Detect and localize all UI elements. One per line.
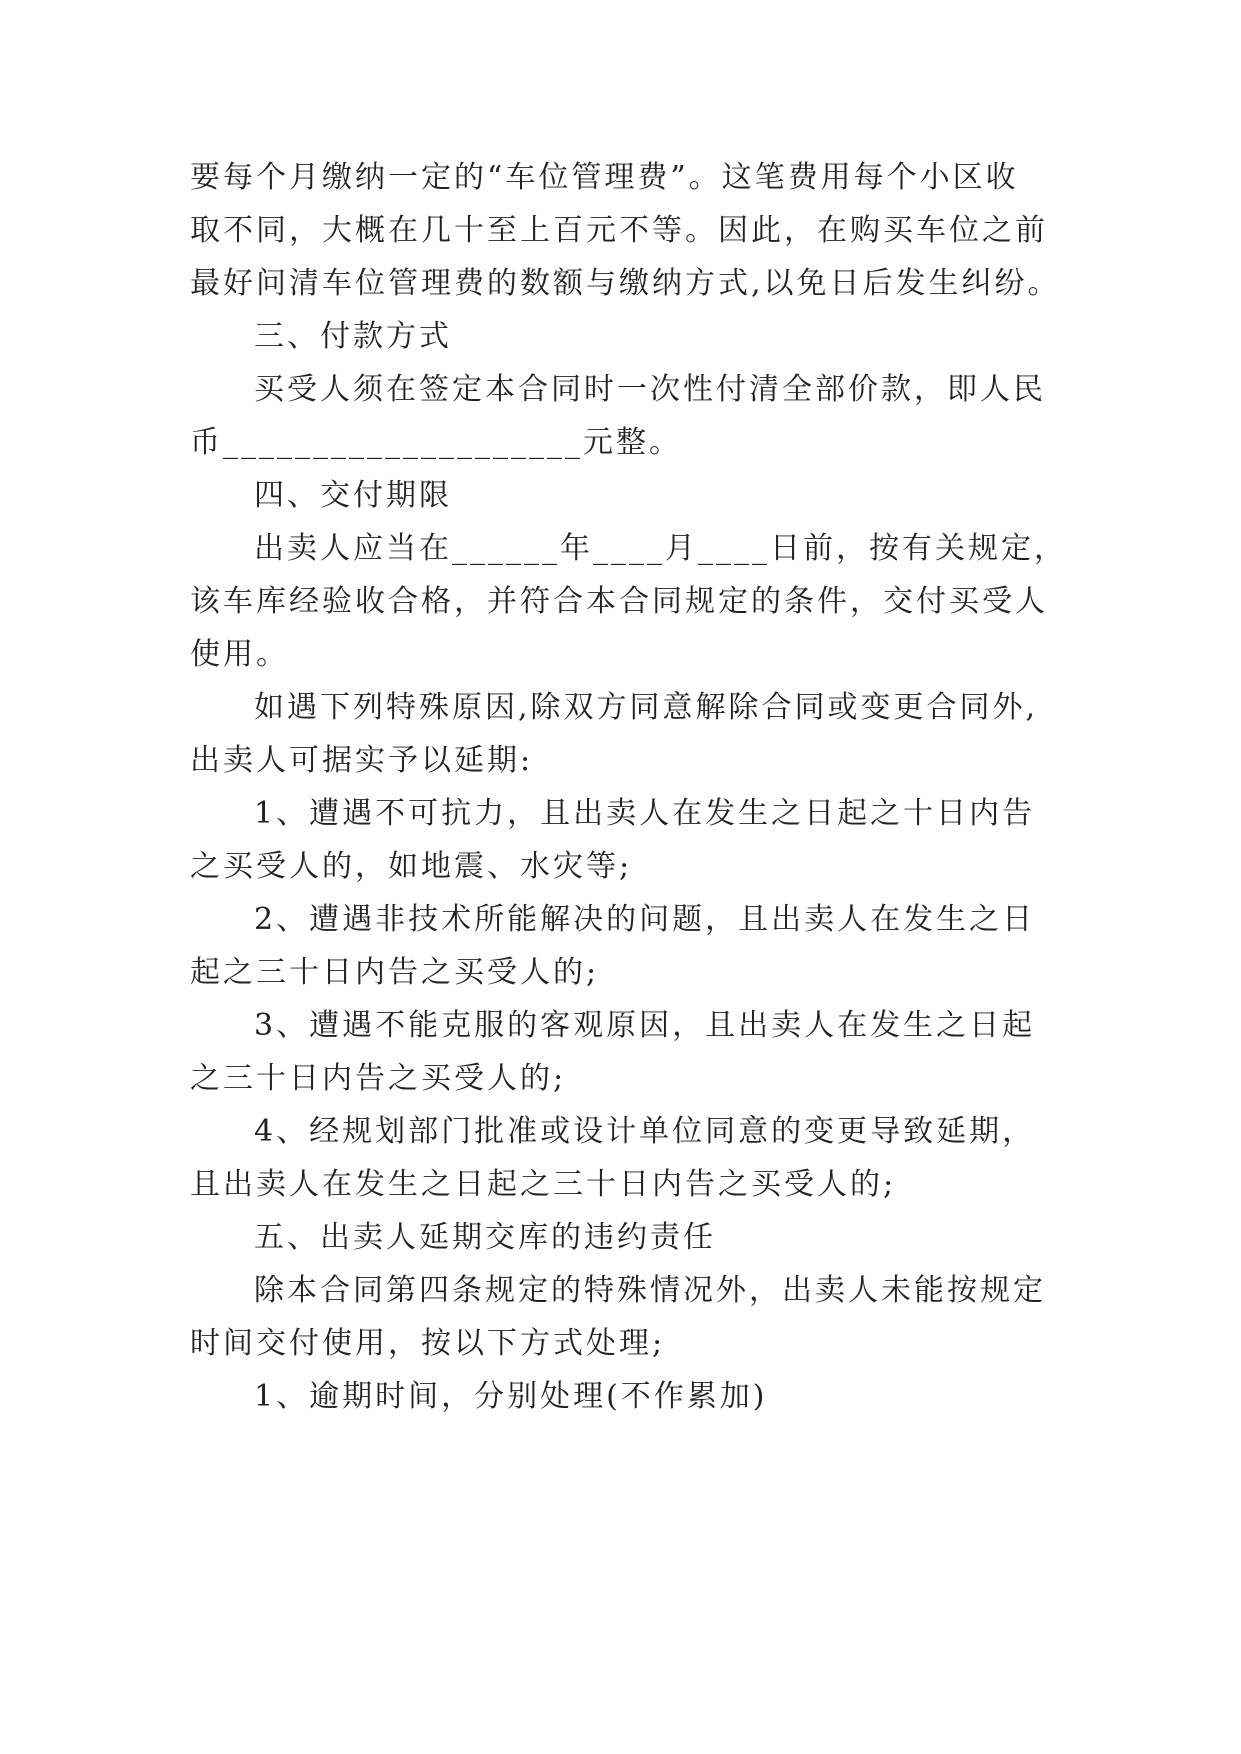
list-item-line: 2、遭遇非技术所能解决的问题，且出卖人在发生之日 [254,902,1036,937]
list-item-line: 1、逾期时间，分别处理(不作累加) [254,1379,768,1414]
paragraph-line: 买受人须在签定本合同时一次性付清全部价款，即人民 [254,372,1046,407]
section-heading-payment: 三、付款方式 [254,319,452,354]
paragraph-line: 时间交付使用，按以下方式处理; [190,1326,666,1361]
paragraph-line: 最好问清车位管理费的数额与缴纳方式,以免日后发生纠纷。 [190,266,1061,301]
paragraph-line: 出卖人可据实予以延期: [190,743,534,778]
list-item-line: 4、经规划部门批准或设计单位同意的变更导致延期， [254,1114,1036,1149]
paragraph-line: 要每个月缴纳一定的“车位管理费”。这笔费用每个小区收 [190,160,1019,195]
section-heading-liability: 五、出卖人延期交库的违约责任 [254,1220,716,1255]
list-item-line: 1、遭遇不可抗力，且出卖人在发生之日起之十日内告 [254,796,1036,831]
section-heading-delivery: 四、交付期限 [254,478,452,513]
list-item-line: 3、遭遇不能克服的客观原因，且出卖人在发生之日起 [254,1008,1036,1043]
paragraph-line: 出卖人应当在______年____月____日前，按有关规定， [254,531,1067,566]
paragraph-line: 币____________________元整。 [190,425,682,460]
list-item-line: 之三十日内告之买受人的; [190,1061,567,1096]
list-item-line: 之买受人的，如地震、水灾等; [190,849,633,884]
paragraph-line: 取不同，大概在几十至上百元不等。因此，在购买车位之前 [190,213,1048,248]
paragraph-line: 该车库经验收合格，并符合本合同规定的条件，交付买受人 [190,584,1048,619]
list-item-line: 起之三十日内告之买受人的; [190,955,600,990]
paragraph-line: 使用。 [190,637,289,672]
paragraph-line: 除本合同第四条规定的特殊情况外，出卖人未能按规定 [254,1273,1046,1308]
paragraph-line: 如遇下列特殊原因,除双方同意解除合同或变更合同外, [254,690,1039,725]
list-item-line: 且出卖人在发生之日起之三十日内告之买受人的; [190,1167,897,1202]
